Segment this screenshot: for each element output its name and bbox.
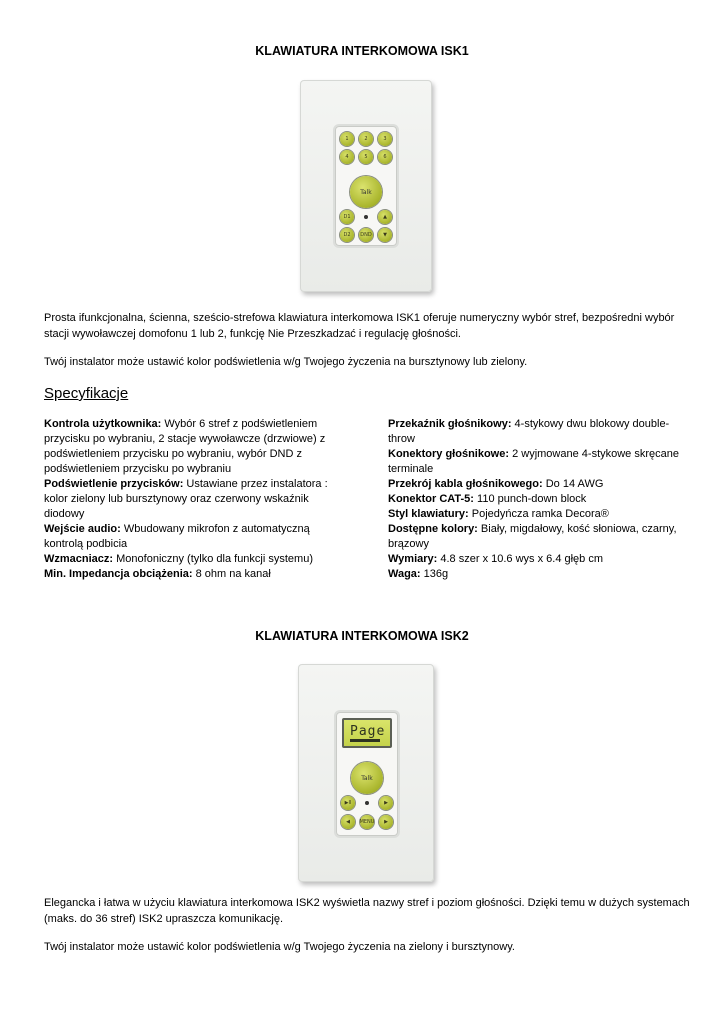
isk2-description: Elegancka i łatwa w użyciu klawiatura interkomowa ISK2 wyświetla nazwy stref i poziom głośności. Dzięki temu w dużych systemach (maks. do 36 stref) ISK2 upraszcza komunikację. xyxy=(44,897,690,925)
lcd-text: Page xyxy=(350,724,386,739)
dnd-key: DND xyxy=(359,228,373,242)
spec-item: Wejście audio: Wbudowany mikrofon z automatyczną kontrolą podbicia xyxy=(44,523,310,550)
prev-icon: ◀ xyxy=(341,815,355,829)
zone-key-4: 4 xyxy=(340,150,354,164)
spec-item: Konektory głośnikowe: 2 wyjmowane 4-stykowe skręcane terminale xyxy=(388,448,679,475)
isk2-keypad-panel xyxy=(336,712,398,836)
isk1-device-plate xyxy=(300,80,432,292)
zone-key-6: 6 xyxy=(378,150,392,164)
spec-item: Przekaźnik głośnikowy: 4-stykowy dwu blokowy double-throw xyxy=(388,418,670,445)
spec-item: Konektor CAT-5: 110 punch-down block xyxy=(388,493,587,505)
spec-item: Wymiary: 4.8 szer x 10.6 wys x 6.4 głęb cm xyxy=(388,553,604,565)
volume-down-icon: ▼ xyxy=(378,228,392,242)
zone-key-2: 2 xyxy=(359,132,373,146)
door-key-d2: D2 xyxy=(340,228,354,242)
zone-key-5: 5 xyxy=(359,150,373,164)
lcd-display xyxy=(342,718,392,748)
play-pause-icon: ▶II xyxy=(341,796,355,810)
status-led xyxy=(365,801,369,805)
next-icon: ▶ xyxy=(379,796,393,810)
spec-item: Kontrola użytkownika: Wybór 6 stref z podświetleniem przycisku po wybraniu, 2 stacje wywoławcze (drzwiowe) z podświetleniem przycisku po wybraniu, wybór DND z podświetleniem przycisku po wybraniu xyxy=(44,418,326,475)
spec-item: Przekrój kabla głośnikowego: Do 14 AWG xyxy=(388,478,604,490)
isk1-description: Prosta ifunkcjonalna, ścienna, sześcio-strefowa klawiatura interkomowa ISK1 oferuje numeryczny wybór stref, bezpośredni wybór stacji wywoławczej domofonu 1 lub 2, funkcję Nie Przeszkadzać i regulację głośności. xyxy=(44,312,675,340)
isk1-installer-note: Twój instalator może ustawić kolor podświetlenia w/g Twojego życzenia na bursztynowy lub zielony. xyxy=(44,356,528,368)
spec-item: Min. Impedancja obciążenia: 8 ohm na kanał xyxy=(44,568,271,580)
volume-up-icon: ▲ xyxy=(378,210,392,224)
isk1-keypad-panel xyxy=(335,126,397,246)
spec-item: Podświetlenie przycisków: Ustawiane przez instalatora : kolor zielony lub bursztynowy oraz czerwony wskaźnik diodowy xyxy=(44,478,328,520)
spec-item: Styl klawiatury: Pojedyńcza ramka Decora® xyxy=(388,508,609,520)
door-key-d1: D1 xyxy=(340,210,354,224)
isk2-device-plate xyxy=(298,664,434,882)
specs-right-column xyxy=(388,417,688,582)
spec-item: Wzmacniacz: Monofoniczny (tylko dla funkcji systemu) xyxy=(44,553,313,565)
specs-left-column xyxy=(44,417,344,582)
forward-icon: ▶ xyxy=(379,815,393,829)
isk2-installer-note: Twój instalator może ustawić kolor podświetlenia w/g Twojego życzenia na zielony i bursztynowy. xyxy=(44,941,515,953)
isk2-title: KLAWIATURA INTERKOMOWA ISK2 xyxy=(255,629,469,643)
status-led xyxy=(364,215,368,219)
talk-button: Talk xyxy=(350,176,382,208)
volume-level-bar xyxy=(350,739,380,742)
spec-item: Dostępne kolory: Biały, migdałowy, kość słoniowa, czarny, brązowy xyxy=(388,523,677,550)
isk1-title: KLAWIATURA INTERKOMOWA ISK1 xyxy=(255,44,469,58)
zone-key-3: 3 xyxy=(378,132,392,146)
zone-key-1: 1 xyxy=(340,132,354,146)
talk-button: Talk xyxy=(351,762,383,794)
menu-key: MENU xyxy=(360,815,374,829)
spec-item: Waga: 136g xyxy=(388,568,449,580)
specs-heading: Specyfikacje xyxy=(44,385,129,402)
